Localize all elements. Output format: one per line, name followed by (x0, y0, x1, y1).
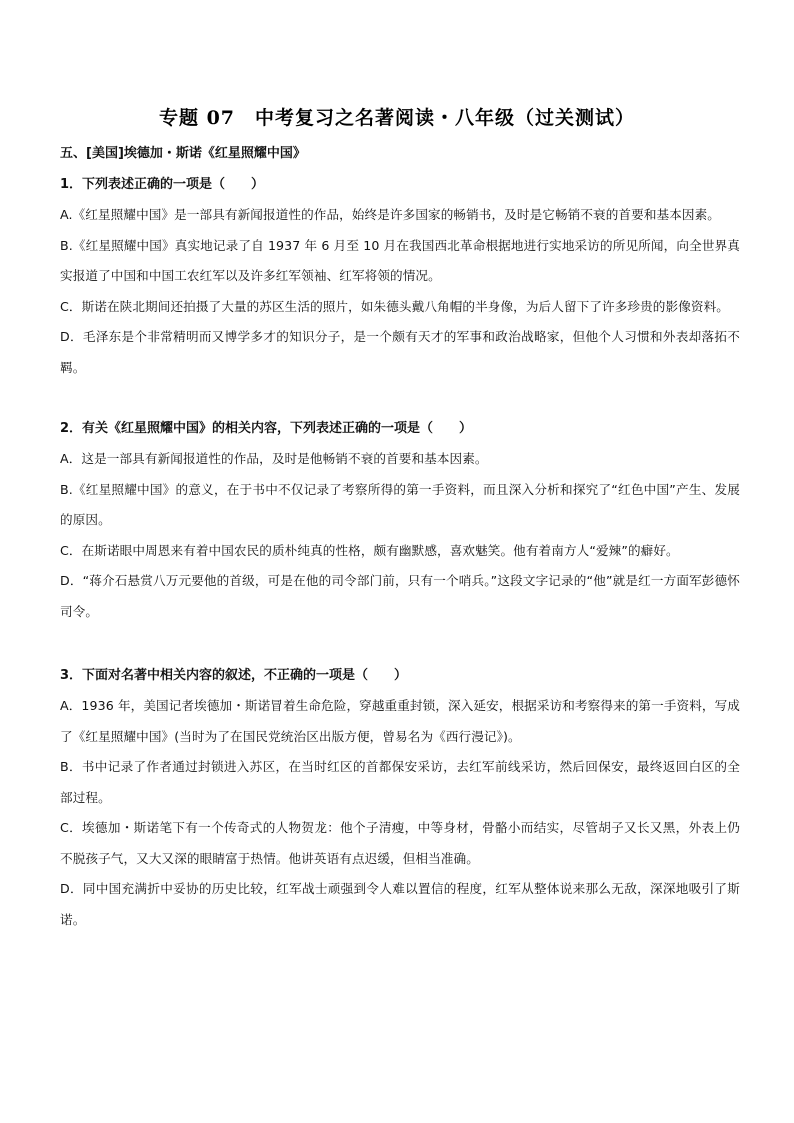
question-spacer (60, 383, 740, 414)
option-c: C．斯诺在陕北期间还拍摄了大量的苏区生活的照片，如朱德头戴八角帽的半身像，为后人留下了许多珍贵的影像资料。 (60, 298, 729, 314)
option-d: D．同中国充满折中妥协的历史比较，红军战士顽强到令人难以置信的程度，红军从整体说来那么无敌，深深地吸引了斯诺。 (60, 881, 740, 927)
option-c: C．在斯诺眼中周恩来有着中国农民的质朴纯真的性格，颇有幽默感，喜欢魅笑。他有着南方人“爱辣”的癖好。 (60, 542, 679, 558)
question-stem: 1．下列表述正确的一项是（ ） (60, 177, 265, 192)
question-stem: 2．有关《红星照耀中国》的相关内容，下列表述正确的一项是（ ） (60, 421, 473, 436)
option-b: B.《红星照耀中国》真实地记录了自 1937 年 6 月至 10 月在我国西北革命根据地进行实地采访的所见所闻，向全世界真实报道了中国和中国工农红军以及许多红军领袖、红军将领的情况。 (60, 237, 740, 283)
option-a: A.《红星照耀中国》是一部具有新闻报道性的作品，始终是许多国家的畅销书，及时是它畅销不衰的首要和基本因素。 (60, 207, 720, 222)
question-3 (60, 661, 740, 935)
option-c: C．埃德加・斯诺笔下有一个传奇式的人物贺龙：他个子清瘦，中等身材，骨骼小而结实，尽管胡子又长又黑，外表上仍不脱孩子气，又大又深的眼睛富于热情。他讲英语有点迟缓，但相当准确。 (60, 820, 740, 866)
option-b: B．书中记录了作者通过封锁进入苏区，在当时红区的首都保安采访，去红军前线采访，然后回保安，最终返回白区的全部过程。 (60, 759, 740, 805)
page-title: 专题 07 中考复习之名著阅读・八年级（过关测试） (158, 107, 636, 129)
question-2 (60, 414, 740, 627)
option-a: A．1936 年，美国记者埃德加・斯诺冒着生命危险，穿越重重封锁，深入延安，根据采访和考察得来的第一手资料，写成了《红星照耀中国》(当时为了在国民党统治区出版方便，曾易名为《西行漫记》)。 (60, 698, 740, 744)
option-d: D．“蒋介石悬赏八万元要他的首级，可是在他的司令部门前，只有一个哨兵。”这段文字记录的“他”就是红一方面军彭德怀司令。 (60, 573, 740, 619)
question-stem: 3．下面对名著中相关内容的叙述，不正确的一项是（ ） (60, 668, 408, 683)
section-heading: 五、[美国]埃德加・斯诺《红星照耀中国》 (60, 146, 306, 161)
option-d: D．毛泽东是个非常精明而又博学多才的知识分子，是一个颇有天才的军事和政治战略家，但他个人习惯和外表却落拓不羁。 (60, 329, 740, 375)
document-body (60, 142, 740, 935)
option-a: A．这是一部具有新闻报道性的作品，及时是他畅销不衰的首要和基本因素。 (60, 451, 488, 466)
question-spacer (60, 627, 740, 661)
question-1 (60, 170, 740, 383)
option-b: B.《红星照耀中国》的意义，在于书中不仅记录了考察所得的第一手资料，而且深入分析和探究了“红色中国”产生、发展的原因。 (60, 481, 740, 527)
